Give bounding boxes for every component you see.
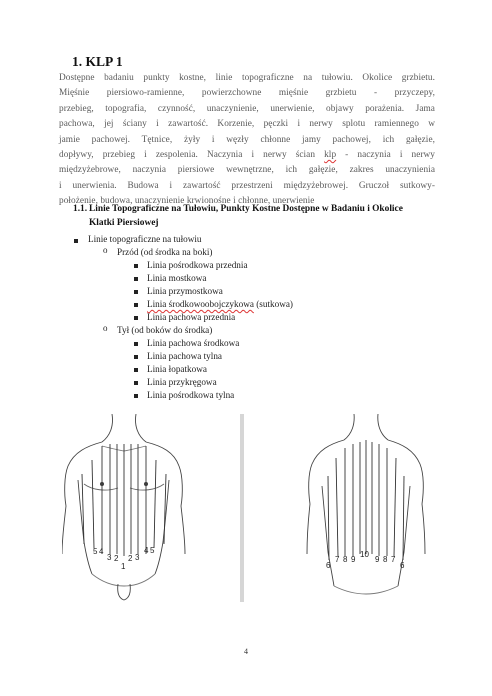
section-title-line2: Klatki Piersiowej [89,217,159,228]
line-label: 2 [128,554,133,563]
line-label: 1 [121,562,126,571]
intro-line: położenie, budowa, unaczynienie krwionośne i chłonne, unerwienie [59,196,315,207]
spellcheck-word: Linia środkowoobojczykowa [147,299,254,309]
list-item: Linia przykręgowa [147,377,217,387]
pelvis-outline [92,574,155,586]
intro-line-text: dopływy, przebieg i zespolenia. Naczynia i nerwy ścian [59,150,325,161]
square-bullet-icon [134,277,138,281]
topographic-line [92,460,94,548]
line-label: 3 [135,553,140,562]
intro-line: jamie pachowej. Tętnice, żyły i węzły chłonne jamy pachowej, ich gałęzie, [59,134,435,145]
square-bullet-icon [134,316,138,320]
intro-line: i unerwienia. Budowa i zawartość przestrzeni międzyżebrowej. Gruczoł sutkowy- [59,180,435,191]
square-bullet-icon [134,342,138,346]
torso-side [78,480,92,574]
shoulder-outline [65,442,102,506]
torso-diagram [62,414,442,604]
chapter-title: 1. KLP 1 [72,54,123,69]
circle-bullet-icon: o [103,323,108,333]
square-bullet-icon [134,394,138,398]
line-label: 7 [335,555,340,564]
arm-outline [307,504,310,554]
line-label: 8 [343,555,348,564]
line-label: 10 [360,550,369,559]
torso-side [155,480,169,574]
list-item: Linia pachowa środkowa [147,338,240,348]
list-item-suffix: (sutkowa) [253,299,293,309]
arm-outline [422,504,425,554]
front-torso-figure [62,414,185,600]
list-item-front: Przód (od środka na boki) [117,247,213,257]
neck-outline [344,414,354,440]
line-label: 2 [114,554,119,563]
back-topographic-lines [328,440,404,560]
list-item: Linie topograficzne na tułowiu [88,234,202,244]
intro-line: Dostępne badaniu punkty kostne, linie topograficzne na tułowiu. Okolice grzbietu. [59,73,435,83]
topographic-line [328,476,329,560]
topographic-line [394,458,396,556]
line-label: 6 [400,561,405,570]
square-bullet-icon [74,239,78,243]
list-item-back: Tył (od boków do środka) [117,325,213,335]
circle-bullet-icon: o [103,245,108,255]
intro-line [59,148,435,163]
topographic-line [164,474,166,544]
section-heading [73,203,443,230]
shoulder-outline [146,442,182,506]
intro-line-tail: - naczynia i nerwy [336,150,435,161]
square-bullet-icon [134,355,138,359]
line-label: 8 [383,555,388,564]
line-label: 5 [93,547,98,556]
pelvis-outline [334,586,398,594]
square-bullet-icon [134,303,138,307]
topographic-line [403,476,404,560]
section-number: 1.1. [73,204,88,214]
neck-outline [102,414,113,442]
list-item: Linia pachowa tylna [147,351,223,361]
arm-outline [181,506,185,554]
front-topographic-lines [82,444,166,556]
intro-paragraph [59,71,435,210]
list-item: Linia łopatkowa [147,364,207,374]
line-label: 5 [150,546,155,555]
intro-line: pachowa, jej ściany i zawartość. Korzenie, pęczki i nerwy splotu ramiennego w [59,119,435,130]
line-label: 4 [144,546,149,555]
topographic-line [154,460,156,548]
section-title-line1: Linie Topograficzne na Tułowiu, Punkty Kostne Dostępne w Badaniu i Okolice [89,204,403,214]
line-label: 9 [375,555,380,564]
arm-outline [62,506,66,554]
square-bullet-icon [134,368,138,372]
intro-line: Mięśnie piersiowo-ramienne, powierzchowne mięśnie grzbietu - przyczepy, [59,88,435,99]
line-label: 6 [326,561,331,570]
line-label: 3 [107,553,112,562]
page-number: 4 [244,647,248,656]
line-label: 9 [351,555,356,564]
shoulder-outline [309,440,344,504]
list-item: Linia pośrodkowa tylna [147,390,235,400]
square-bullet-icon [134,290,138,294]
neck-outline [135,414,146,442]
list-item: Linia mostkowa [147,273,207,283]
list-item: Linia pachowa przednia [147,312,236,322]
square-bullet-icon [134,264,138,268]
list-item [147,298,293,311]
list-item: Linia przymostkowa [147,286,223,296]
line-label: 4 [99,547,104,556]
intro-line: przebieg, topografia, czynność, unaczynienie, unerwienie, objawy porażenia. Jama [59,103,435,114]
neck-outline [378,414,388,440]
spellcheck-word: klp [324,150,337,161]
topographic-line [336,458,338,556]
square-bullet-icon [134,381,138,385]
line-label: 7 [391,555,396,564]
shoulder-outline [388,440,423,504]
list-item: Linia pośrodkowa przednia [147,260,248,270]
panel-divider [240,414,244,602]
intro-line: międzyżebrowe, naczynia piersiowe wewnętrzne, ich gałęzie, zakres unaczynienia [59,165,435,176]
